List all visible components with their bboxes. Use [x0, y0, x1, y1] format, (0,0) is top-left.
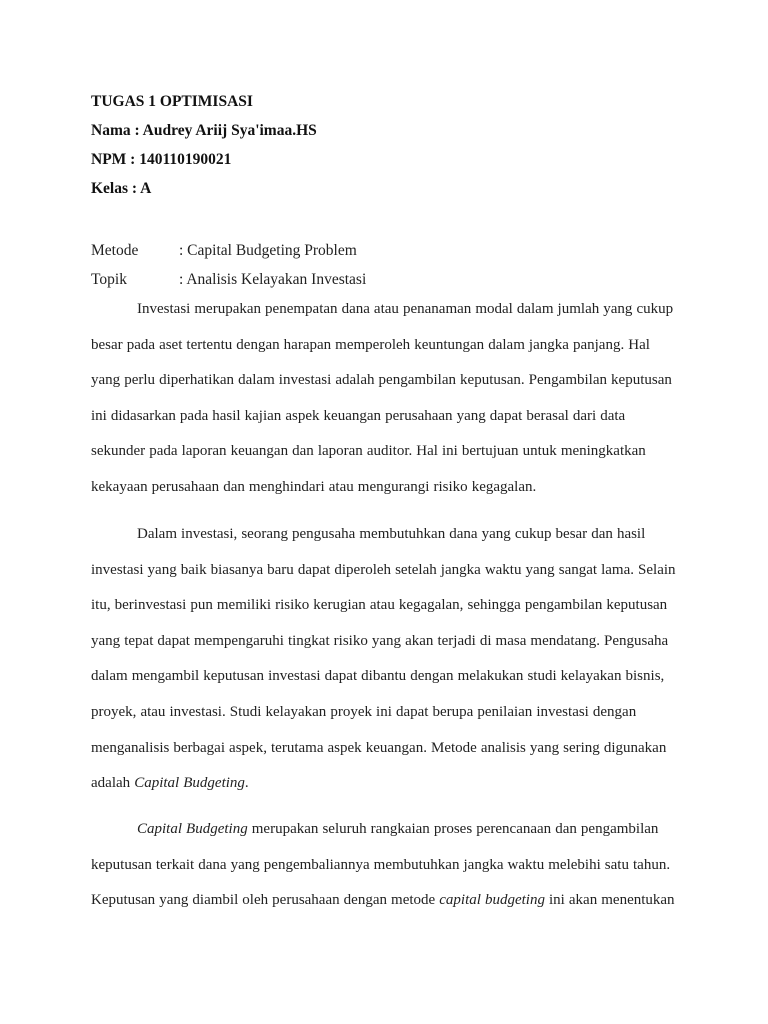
- assignment-title: TUGAS 1 OPTIMISASI: [91, 93, 253, 110]
- student-class: Kelas : A: [91, 180, 152, 197]
- paragraph-line: yang perlu diperhatikan dalam investasi adalah pengambilan keputusan. Pengambilan keputusan: [91, 372, 672, 389]
- method-topic-block: [91, 240, 366, 298]
- paragraph-capital-budgeting: [91, 812, 681, 919]
- text-fragment: merupakan seluruh rangkaian proses perencanaan dan pengambilan: [247, 821, 659, 837]
- paragraph-line: besar pada aset tertentu dengan harapan memperoleh keuntungan dalam jangka panjang. Hal: [91, 336, 650, 353]
- paragraph-investment-definition: [91, 292, 681, 506]
- document-header: [91, 92, 317, 208]
- paragraph-line: menganalisis berbagai aspek, terutama aspek keuangan. Metode analisis yang sering digunakan: [91, 739, 667, 756]
- paragraph-line: itu, berinvestasi pun memiliki risiko kerugian atau kegagalan, sehingga pengambilan keputusan: [91, 597, 668, 614]
- paragraph-line: ini didasarkan pada hasil kajian aspek keuangan perusahaan yang dapat berasal dari data: [91, 407, 626, 424]
- text-fragment: ini akan menentukan: [544, 892, 675, 909]
- paragraph-line: yang tepat dapat mempengaruhi tingkat risiko yang akan terjadi di masa mendatang. Pengusaha: [91, 632, 669, 649]
- method-row: [91, 240, 366, 269]
- student-npm: NPM : 140110190021: [91, 151, 232, 168]
- paragraph-line: sekunder pada laporan keuangan dan laporan auditor. Hal ini bertujuan untuk meningkatkan: [91, 443, 646, 460]
- paragraph-investment-risk: [91, 517, 681, 802]
- paragraph-line: investasi yang baik biasanya baru dapat diperoleh setelah jangka waktu yang sangat lama. Selain: [91, 561, 676, 578]
- text-fragment: Keputusan yang diambil oleh perusahaan dengan metode: [91, 892, 440, 909]
- italic-term: capital budgeting: [439, 892, 545, 909]
- text-fragment: adalah: [91, 775, 135, 792]
- italic-term: Capital Budgeting: [134, 775, 245, 792]
- paragraph-line: dalam mengambil keputusan investasi dapat dibantu dengan melakukan studi kelayakan bisnis,: [91, 668, 665, 685]
- paragraph-line: Investasi merupakan penempatan dana atau penanaman modal dalam jumlah yang cukup: [137, 301, 674, 317]
- paragraph-line: proyek, atau investasi. Studi kelayakan proyek ini dapat berupa penilaian investasi dengan: [91, 703, 637, 720]
- method-label: Metode: [91, 242, 139, 259]
- paragraph-line: [91, 812, 681, 848]
- student-name: Nama : Audrey Ariij Sya'imaa.HS: [91, 122, 317, 139]
- paragraph-line: [91, 883, 681, 919]
- paragraph-line: kekayaan perusahaan dan menghindari atau mengurangi risiko kegagalan.: [91, 478, 537, 495]
- topic-value: : Analisis Kelayakan Investasi: [179, 271, 367, 288]
- paragraph-line: [91, 766, 681, 802]
- method-value: : Capital Budgeting Problem: [179, 242, 357, 259]
- paragraph-line: keputusan terkait dana yang pengembaliannya membutuhkan jangka waktu melebihi satu tahun.: [91, 856, 671, 873]
- text-fragment: .: [244, 775, 249, 792]
- topic-label: Topik: [91, 271, 127, 288]
- paragraph-line: Dalam investasi, seorang pengusaha membutuhkan dana yang cukup besar dan hasil: [137, 526, 646, 542]
- italic-term: Capital Budgeting: [137, 821, 248, 837]
